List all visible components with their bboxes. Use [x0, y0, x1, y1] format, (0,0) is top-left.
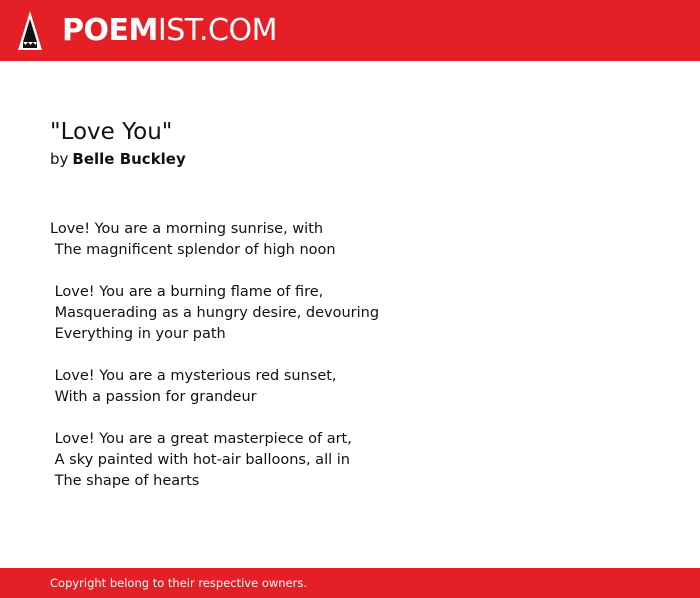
logo-bold-text: POEM [62, 13, 158, 48]
poem-line: The magnificent splendor of high noon [50, 242, 336, 258]
poem-title: "Love You" [50, 119, 173, 145]
poem-line: Love! You are a mysterious red sunset, [50, 368, 337, 384]
poem-line: The shape of hearts [50, 473, 200, 489]
stanza-break [50, 408, 650, 429]
site-footer [0, 568, 700, 598]
poem-line: Everything in your path [50, 326, 226, 342]
poem-line: A sky painted with hot-air balloons, all in [50, 452, 350, 468]
by-label: by [50, 150, 69, 168]
site-logo[interactable] [62, 11, 277, 51]
poem-line: With a passion for grandeur [50, 389, 257, 405]
poem-line: Love! You are a great masterpiece of art, [50, 431, 352, 447]
poem-body [50, 219, 650, 492]
poem-line: Love! You are a morning sunrise, with [50, 221, 324, 237]
stanza-break [50, 345, 650, 366]
poem-line: Love! You are a burning flame of fire, [50, 284, 324, 300]
poem-line: Masquerading as a hungry desire, devouring [50, 305, 380, 321]
pencil-tip-icon[interactable] [17, 10, 43, 52]
logo-light-text: IST.COM [157, 13, 277, 48]
poem-author: Belle Buckley [72, 150, 186, 168]
stanza-break [50, 261, 650, 282]
site-header [0, 0, 700, 61]
poem-byline [50, 149, 186, 169]
copyright-notice: Copyright belong to their respective owners. [50, 576, 308, 590]
